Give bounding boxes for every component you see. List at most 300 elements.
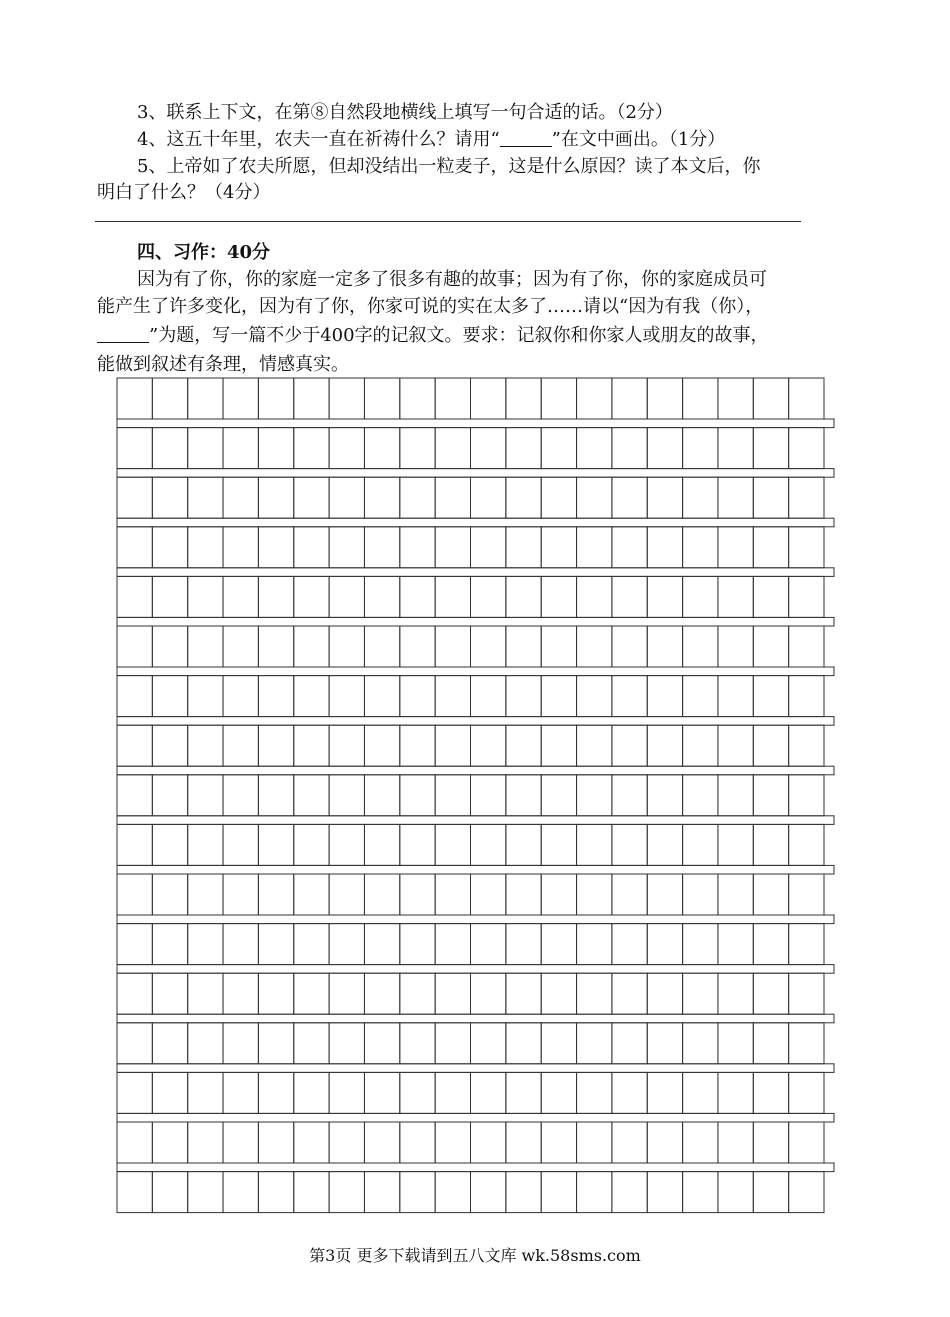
grid-cell[interactable] <box>683 626 718 667</box>
grid-cell[interactable] <box>294 1072 329 1113</box>
grid-cell[interactable] <box>718 477 753 518</box>
grid-cell[interactable] <box>188 874 223 915</box>
grid-cell[interactable] <box>364 1072 399 1113</box>
grid-cell[interactable] <box>400 824 435 865</box>
grid-cell[interactable] <box>329 824 364 865</box>
grid-cell[interactable] <box>364 725 399 766</box>
grid-cell[interactable] <box>258 527 293 568</box>
grid-cell[interactable] <box>647 676 682 717</box>
grid-cell[interactable] <box>117 874 152 915</box>
grid-cell[interactable] <box>152 1072 187 1113</box>
grid-cell[interactable] <box>400 428 435 469</box>
grid-cell[interactable] <box>364 378 399 419</box>
grid-cell[interactable] <box>258 924 293 965</box>
grid-cell[interactable] <box>753 626 788 667</box>
grid-cell[interactable] <box>117 576 152 617</box>
grid-cell[interactable] <box>294 626 329 667</box>
grid-cell[interactable] <box>506 973 541 1014</box>
grid-cell[interactable] <box>329 874 364 915</box>
grid-cell[interactable] <box>647 428 682 469</box>
grid-cell[interactable] <box>364 973 399 1014</box>
grid-cell[interactable] <box>152 626 187 667</box>
grid-cell[interactable] <box>612 1072 647 1113</box>
grid-cell[interactable] <box>400 924 435 965</box>
grid-cell[interactable] <box>789 824 824 865</box>
grid-cell[interactable] <box>400 1122 435 1163</box>
grid-cell[interactable] <box>647 775 682 816</box>
grid-cell[interactable] <box>471 973 506 1014</box>
grid-cell[interactable] <box>718 973 753 1014</box>
grid-cell[interactable] <box>294 1172 329 1213</box>
grid-cell[interactable] <box>683 1122 718 1163</box>
grid-cell[interactable] <box>647 1023 682 1064</box>
grid-cell[interactable] <box>718 725 753 766</box>
grid-cell[interactable] <box>718 824 753 865</box>
grid-cell[interactable] <box>223 924 258 965</box>
grid-cell[interactable] <box>152 1023 187 1064</box>
grid-cell[interactable] <box>506 527 541 568</box>
grid-cell[interactable] <box>506 775 541 816</box>
grid-cell[interactable] <box>294 527 329 568</box>
grid-cell[interactable] <box>506 1072 541 1113</box>
grid-cell[interactable] <box>683 775 718 816</box>
grid-cell[interactable] <box>435 576 470 617</box>
grid-cell[interactable] <box>223 1172 258 1213</box>
grid-cell[interactable] <box>612 477 647 518</box>
grid-cell[interactable] <box>329 1072 364 1113</box>
grid-cell[interactable] <box>471 378 506 419</box>
grid-cell[interactable] <box>258 1072 293 1113</box>
grid-cell[interactable] <box>577 676 612 717</box>
grid-cell[interactable] <box>152 775 187 816</box>
grid-cell[interactable] <box>789 775 824 816</box>
grid-cell[interactable] <box>647 576 682 617</box>
grid-cell[interactable] <box>435 874 470 915</box>
grid-cell[interactable] <box>753 973 788 1014</box>
grid-cell[interactable] <box>400 576 435 617</box>
grid-cell[interactable] <box>294 1122 329 1163</box>
grid-cell[interactable] <box>789 1072 824 1113</box>
grid-cell[interactable] <box>188 428 223 469</box>
grid-cell[interactable] <box>152 924 187 965</box>
grid-cell[interactable] <box>683 1023 718 1064</box>
grid-cell[interactable] <box>152 477 187 518</box>
grid-cell[interactable] <box>188 1072 223 1113</box>
grid-cell[interactable] <box>506 874 541 915</box>
grid-cell[interactable] <box>683 874 718 915</box>
grid-cell[interactable] <box>364 874 399 915</box>
grid-cell[interactable] <box>223 725 258 766</box>
grid-cell[interactable] <box>612 1172 647 1213</box>
grid-cell[interactable] <box>258 576 293 617</box>
grid-cell[interactable] <box>577 1172 612 1213</box>
grid-cell[interactable] <box>612 924 647 965</box>
grid-cell[interactable] <box>753 676 788 717</box>
grid-cell[interactable] <box>294 973 329 1014</box>
grid-cell[interactable] <box>258 626 293 667</box>
grid-cell[interactable] <box>223 1023 258 1064</box>
grid-cell[interactable] <box>435 1023 470 1064</box>
grid-cell[interactable] <box>541 527 576 568</box>
grid-cell[interactable] <box>506 626 541 667</box>
grid-cell[interactable] <box>117 477 152 518</box>
grid-cell[interactable] <box>647 477 682 518</box>
grid-cell[interactable] <box>400 725 435 766</box>
grid-cell[interactable] <box>329 973 364 1014</box>
grid-cell[interactable] <box>364 626 399 667</box>
grid-cell[interactable] <box>400 874 435 915</box>
grid-cell[interactable] <box>329 924 364 965</box>
grid-cell[interactable] <box>329 676 364 717</box>
grid-cell[interactable] <box>647 824 682 865</box>
grid-cell[interactable] <box>577 973 612 1014</box>
grid-cell[interactable] <box>683 1172 718 1213</box>
grid-cell[interactable] <box>612 378 647 419</box>
grid-cell[interactable] <box>329 1172 364 1213</box>
grid-cell[interactable] <box>789 576 824 617</box>
grid-cell[interactable] <box>683 428 718 469</box>
grid-cell[interactable] <box>294 428 329 469</box>
grid-cell[interactable] <box>471 626 506 667</box>
grid-cell[interactable] <box>435 378 470 419</box>
grid-cell[interactable] <box>789 626 824 667</box>
grid-cell[interactable] <box>753 725 788 766</box>
grid-cell[interactable] <box>541 924 576 965</box>
grid-cell[interactable] <box>789 874 824 915</box>
grid-cell[interactable] <box>258 477 293 518</box>
grid-cell[interactable] <box>541 824 576 865</box>
grid-cell[interactable] <box>577 824 612 865</box>
grid-cell[interactable] <box>188 626 223 667</box>
grid-cell[interactable] <box>188 676 223 717</box>
grid-cell[interactable] <box>294 477 329 518</box>
grid-cell[interactable] <box>718 1122 753 1163</box>
grid-cell[interactable] <box>541 775 576 816</box>
grid-cell[interactable] <box>577 576 612 617</box>
grid-cell[interactable] <box>789 1172 824 1213</box>
grid-cell[interactable] <box>577 428 612 469</box>
grid-cell[interactable] <box>577 775 612 816</box>
grid-cell[interactable] <box>188 1023 223 1064</box>
grid-cell[interactable] <box>435 1122 470 1163</box>
grid-cell[interactable] <box>435 775 470 816</box>
grid-cell[interactable] <box>364 428 399 469</box>
grid-cell[interactable] <box>647 725 682 766</box>
grid-cell[interactable] <box>117 527 152 568</box>
grid-cell[interactable] <box>223 576 258 617</box>
grid-cell[interactable] <box>612 973 647 1014</box>
grid-cell[interactable] <box>753 1072 788 1113</box>
grid-cell[interactable] <box>258 428 293 469</box>
grid-cell[interactable] <box>577 527 612 568</box>
grid-cell[interactable] <box>612 1122 647 1163</box>
grid-cell[interactable] <box>152 378 187 419</box>
grid-cell[interactable] <box>400 626 435 667</box>
grid-cell[interactable] <box>223 378 258 419</box>
grid-cell[interactable] <box>541 725 576 766</box>
grid-cell[interactable] <box>789 725 824 766</box>
grid-cell[interactable] <box>647 874 682 915</box>
grid-cell[interactable] <box>753 874 788 915</box>
grid-cell[interactable] <box>329 428 364 469</box>
grid-cell[interactable] <box>506 1172 541 1213</box>
grid-cell[interactable] <box>294 378 329 419</box>
grid-cell[interactable] <box>117 676 152 717</box>
grid-cell[interactable] <box>577 626 612 667</box>
grid-cell[interactable] <box>577 725 612 766</box>
grid-cell[interactable] <box>435 725 470 766</box>
grid-cell[interactable] <box>753 1023 788 1064</box>
grid-cell[interactable] <box>152 428 187 469</box>
grid-cell[interactable] <box>223 428 258 469</box>
grid-cell[interactable] <box>577 924 612 965</box>
grid-cell[interactable] <box>400 1023 435 1064</box>
grid-cell[interactable] <box>400 527 435 568</box>
grid-cell[interactable] <box>364 676 399 717</box>
grid-cell[interactable] <box>188 477 223 518</box>
grid-cell[interactable] <box>258 1172 293 1213</box>
grid-cell[interactable] <box>364 924 399 965</box>
grid-cell[interactable] <box>683 676 718 717</box>
grid-cell[interactable] <box>577 874 612 915</box>
grid-cell[interactable] <box>400 973 435 1014</box>
grid-cell[interactable] <box>789 1122 824 1163</box>
grid-cell[interactable] <box>506 676 541 717</box>
grid-cell[interactable] <box>329 1023 364 1064</box>
grid-cell[interactable] <box>647 1172 682 1213</box>
grid-cell[interactable] <box>683 576 718 617</box>
grid-cell[interactable] <box>364 477 399 518</box>
grid-cell[interactable] <box>435 626 470 667</box>
grid-cell[interactable] <box>364 1172 399 1213</box>
grid-cell[interactable] <box>294 824 329 865</box>
grid-cell[interactable] <box>683 725 718 766</box>
grid-cell[interactable] <box>294 676 329 717</box>
grid-cell[interactable] <box>364 1023 399 1064</box>
grid-cell[interactable] <box>612 1023 647 1064</box>
grid-cell[interactable] <box>188 725 223 766</box>
grid-cell[interactable] <box>683 527 718 568</box>
grid-cell[interactable] <box>506 477 541 518</box>
grid-cell[interactable] <box>506 378 541 419</box>
grid-cell[interactable] <box>400 477 435 518</box>
grid-cell[interactable] <box>789 428 824 469</box>
grid-cell[interactable] <box>188 527 223 568</box>
grid-cell[interactable] <box>647 973 682 1014</box>
grid-cell[interactable] <box>471 874 506 915</box>
grid-cell[interactable] <box>541 428 576 469</box>
grid-cell[interactable] <box>152 676 187 717</box>
grid-cell[interactable] <box>364 576 399 617</box>
grid-cell[interactable] <box>541 1122 576 1163</box>
grid-cell[interactable] <box>471 1172 506 1213</box>
grid-cell[interactable] <box>753 1172 788 1213</box>
grid-cell[interactable] <box>471 775 506 816</box>
grid-cell[interactable] <box>258 725 293 766</box>
grid-cell[interactable] <box>612 626 647 667</box>
grid-cell[interactable] <box>294 1023 329 1064</box>
grid-cell[interactable] <box>258 973 293 1014</box>
grid-cell[interactable] <box>541 874 576 915</box>
grid-cell[interactable] <box>471 576 506 617</box>
grid-cell[interactable] <box>541 378 576 419</box>
grid-cell[interactable] <box>223 973 258 1014</box>
grid-cell[interactable] <box>258 775 293 816</box>
grid-cell[interactable] <box>612 428 647 469</box>
grid-cell[interactable] <box>612 527 647 568</box>
grid-cell[interactable] <box>471 725 506 766</box>
grid-cell[interactable] <box>718 775 753 816</box>
grid-cell[interactable] <box>647 378 682 419</box>
grid-cell[interactable] <box>117 824 152 865</box>
grid-cell[interactable] <box>506 1122 541 1163</box>
grid-cell[interactable] <box>612 775 647 816</box>
grid-cell[interactable] <box>400 378 435 419</box>
grid-cell[interactable] <box>577 477 612 518</box>
grid-cell[interactable] <box>364 527 399 568</box>
grid-cell[interactable] <box>683 924 718 965</box>
grid-cell[interactable] <box>329 576 364 617</box>
grid-cell[interactable] <box>506 924 541 965</box>
grid-cell[interactable] <box>258 824 293 865</box>
grid-cell[interactable] <box>789 1023 824 1064</box>
grid-cell[interactable] <box>364 775 399 816</box>
grid-cell[interactable] <box>789 378 824 419</box>
grid-cell[interactable] <box>753 1122 788 1163</box>
grid-cell[interactable] <box>329 1122 364 1163</box>
grid-cell[interactable] <box>541 576 576 617</box>
grid-cell[interactable] <box>400 775 435 816</box>
grid-cell[interactable] <box>400 676 435 717</box>
grid-cell[interactable] <box>152 527 187 568</box>
grid-cell[interactable] <box>400 1172 435 1213</box>
grid-cell[interactable] <box>223 1122 258 1163</box>
grid-cell[interactable] <box>294 874 329 915</box>
grid-cell[interactable] <box>435 924 470 965</box>
grid-cell[interactable] <box>647 626 682 667</box>
grid-cell[interactable] <box>258 1122 293 1163</box>
grid-cell[interactable] <box>541 676 576 717</box>
grid-cell[interactable] <box>647 924 682 965</box>
grid-cell[interactable] <box>718 676 753 717</box>
grid-cell[interactable] <box>117 924 152 965</box>
grid-cell[interactable] <box>435 973 470 1014</box>
grid-cell[interactable] <box>435 676 470 717</box>
grid-cell[interactable] <box>789 973 824 1014</box>
grid-cell[interactable] <box>188 824 223 865</box>
grid-cell[interactable] <box>364 1122 399 1163</box>
grid-cell[interactable] <box>753 378 788 419</box>
grid-cell[interactable] <box>329 626 364 667</box>
grid-cell[interactable] <box>152 1172 187 1213</box>
grid-cell[interactable] <box>471 824 506 865</box>
grid-cell[interactable] <box>718 527 753 568</box>
grid-cell[interactable] <box>152 576 187 617</box>
grid-cell[interactable] <box>753 775 788 816</box>
grid-cell[interactable] <box>471 428 506 469</box>
grid-cell[interactable] <box>188 973 223 1014</box>
grid-cell[interactable] <box>577 378 612 419</box>
grid-cell[interactable] <box>753 477 788 518</box>
grid-cell[interactable] <box>506 824 541 865</box>
grid-cell[interactable] <box>294 924 329 965</box>
grid-cell[interactable] <box>471 1023 506 1064</box>
grid-cell[interactable] <box>435 477 470 518</box>
grid-cell[interactable] <box>541 973 576 1014</box>
grid-cell[interactable] <box>718 378 753 419</box>
grid-cell[interactable] <box>117 428 152 469</box>
grid-cell[interactable] <box>258 1023 293 1064</box>
grid-cell[interactable] <box>753 527 788 568</box>
grid-cell[interactable] <box>117 973 152 1014</box>
grid-cell[interactable] <box>258 378 293 419</box>
grid-cell[interactable] <box>223 626 258 667</box>
grid-cell[interactable] <box>683 973 718 1014</box>
grid-cell[interactable] <box>188 775 223 816</box>
grid-cell[interactable] <box>223 1072 258 1113</box>
grid-cell[interactable] <box>612 725 647 766</box>
grid-cell[interactable] <box>683 378 718 419</box>
grid-cell[interactable] <box>152 973 187 1014</box>
grid-cell[interactable] <box>789 527 824 568</box>
grid-cell[interactable] <box>471 1072 506 1113</box>
grid-cell[interactable] <box>718 576 753 617</box>
grid-cell[interactable] <box>683 824 718 865</box>
grid-cell[interactable] <box>612 576 647 617</box>
grid-cell[interactable] <box>753 924 788 965</box>
grid-cell[interactable] <box>471 527 506 568</box>
grid-cell[interactable] <box>789 676 824 717</box>
grid-cell[interactable] <box>117 725 152 766</box>
grid-cell[interactable] <box>117 378 152 419</box>
grid-cell[interactable] <box>117 775 152 816</box>
grid-cell[interactable] <box>471 676 506 717</box>
grid-cell[interactable] <box>577 1072 612 1113</box>
grid-cell[interactable] <box>188 378 223 419</box>
grid-cell[interactable] <box>258 874 293 915</box>
grid-cell[interactable] <box>612 676 647 717</box>
grid-cell[interactable] <box>223 775 258 816</box>
grid-cell[interactable] <box>152 1122 187 1163</box>
grid-cell[interactable] <box>294 725 329 766</box>
grid-cell[interactable] <box>541 1023 576 1064</box>
grid-cell[interactable] <box>364 824 399 865</box>
grid-cell[interactable] <box>541 1072 576 1113</box>
grid-cell[interactable] <box>294 775 329 816</box>
grid-cell[interactable] <box>506 428 541 469</box>
grid-cell[interactable] <box>435 824 470 865</box>
grid-cell[interactable] <box>753 576 788 617</box>
grid-cell[interactable] <box>647 527 682 568</box>
grid-cell[interactable] <box>647 1072 682 1113</box>
grid-cell[interactable] <box>258 676 293 717</box>
grid-cell[interactable] <box>223 527 258 568</box>
grid-cell[interactable] <box>506 576 541 617</box>
grid-cell[interactable] <box>188 924 223 965</box>
grid-cell[interactable] <box>329 527 364 568</box>
grid-cell[interactable] <box>577 1122 612 1163</box>
grid-cell[interactable] <box>577 1023 612 1064</box>
grid-cell[interactable] <box>506 725 541 766</box>
grid-cell[interactable] <box>188 1172 223 1213</box>
grid-cell[interactable] <box>294 576 329 617</box>
grid-cell[interactable] <box>471 477 506 518</box>
grid-cell[interactable] <box>471 924 506 965</box>
grid-cell[interactable] <box>683 1072 718 1113</box>
grid-cell[interactable] <box>152 874 187 915</box>
grid-cell[interactable] <box>152 824 187 865</box>
grid-cell[interactable] <box>117 1072 152 1113</box>
